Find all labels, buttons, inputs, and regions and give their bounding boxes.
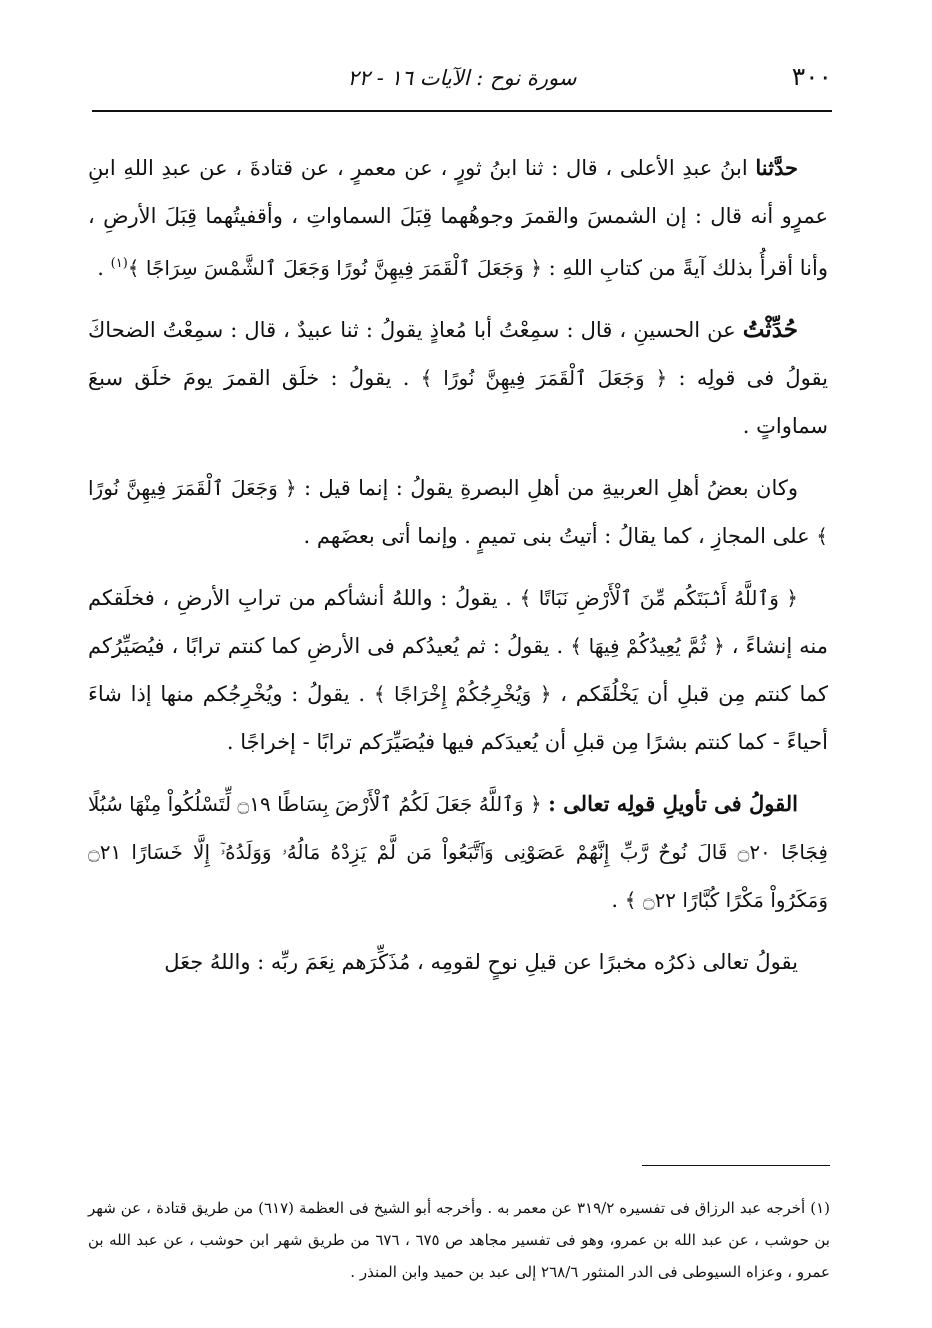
quran-verse: ﴿ وَجَعَلَ ٱلْقَمَرَ فِيهِنَّ نُورًا وَجَعَلَ ٱلشَّمْسَ سِرَاجًا ﴾	[127, 256, 542, 280]
paragraph-tail: . يقولُ : خلَق القمرَ يومَ خلَق سبعَ سماواتٍ .	[88, 366, 828, 438]
quran-verse: ﴿ وَجَعَلَ ٱلْقَمَرَ فِيهِنَّ نُورًا ﴾	[420, 366, 668, 390]
header-rule	[92, 110, 832, 112]
footnote-rule	[642, 1165, 830, 1166]
section-heading: القولُ فى تأويلِ قولِه تعالى :	[548, 791, 799, 816]
paragraph-tail: .	[97, 256, 111, 280]
paragraph-text: . يقولُ : واللهُ أنشأكم من ترابِ الأرضِ ، فخلَقكم منه إنشاءً ،	[88, 586, 828, 658]
running-title: سورة نوح : الآيات ١٦ - ٢٢	[347, 66, 577, 90]
footnotes	[88, 1192, 830, 1288]
quran-verse: ﴿ وَجَعَلَ ٱلْقَمَرَ فِيهِنَّ نُورًا ﴾	[88, 476, 828, 548]
paragraph-lead: حدَّثنا	[755, 155, 798, 180]
paragraph-text-2: . يقولُ : ثم يُعيدُكم فى الأرضِ كما كنتم ترابًا ، فيُصَيِّرُكم كما كنتم مِن قبلِ أن يَخْلُقَكم ،	[88, 634, 829, 706]
paragraph-tail: . يقولُ : ويُخْرِجُكم منها إذا شاءَ أحياءً - كما كنتم بشرًا مِن قبلِ أن يُعيدَكم فيها فيُصَيِّرَكم ترابًا - إخراجًا .	[88, 682, 828, 754]
page-number: ٣٠٠	[791, 62, 832, 91]
main-text	[88, 144, 828, 986]
paragraph-lead: حُدِّثْتُ	[742, 316, 798, 343]
footnote-1: (١) أخرجه عبد الرزاق فى تفسيره ٣١٩/٢ عن معمر به . وأخرجه أبو الشيخ فى العظمة (٦١٧) من طريق قتادة ، عن شهر بن حوشب ، عن عبد الله بن عمرو، وهو فى تفسير مجاهد ص ٦٧٥ ، ٦٧٦ من طريق شهر ابن حوشب ، عن عبد الله بن عمرو ، وعزاه السيوطى فى الدر المنثور ٢٦٨/٦ إلى عبد بن حميد وابن المنذر .	[88, 1199, 830, 1281]
paragraph-6	[88, 938, 828, 986]
footnote-marker: (١)	[110, 256, 128, 271]
paragraph-1	[88, 144, 828, 292]
paragraph-text: يقولُ تعالى ذكرُه مخبرًا عن قيلِ نوحٍ لقومِه ، مُذَكِّرَهم نِعَمَ ربِّه : واللهُ جعَل	[164, 950, 798, 974]
paragraph-3	[88, 464, 828, 560]
paragraph-tail: .	[611, 888, 625, 912]
paragraph-text: وكان بعضُ أهلِ العربيةِ من أهلِ البصرةِ يقولُ : إنما قيل :	[296, 476, 798, 500]
paragraph-2	[88, 306, 828, 450]
paragraph-tail: على المجازِ ، كما يقالُ : أتيتُ بنى تميمٍ . وإنما أتى بعضَهم .	[303, 524, 817, 548]
paragraph-5	[88, 780, 828, 924]
page-header	[92, 52, 832, 104]
paragraph-text: عن الحسينِ ، قال : سمِعْتُ أبا مُعاذٍ يقولُ : ثنا عبيدٌ ، قال : سمِعْتُ الضحاكَ يقولُ فى قولِه :	[88, 318, 828, 390]
paragraph-4	[88, 574, 828, 766]
paragraph-text: ابنُ عبدِ الأعلى ، قال : ثنا ابنُ ثورٍ ، عن معمرٍ ، عن قتادةَ ، عن عبدِ اللهِ ابنِ عمرٍو أنه قال : إن الشمسَ والقمرَ وجوهُهما قِبَلَ السماواتِ ، وأقفيتُهما قِبَلَ الأرضِ ، وأنا أقرأُ بذلك آيةً من كتابِ اللهِ :	[88, 156, 828, 280]
quran-verse: ﴿ وَٱللَّهُ أَنۢبَتَكُم مِّنَ ٱلْأَرْضِ نَبَاتًا ﴾	[519, 586, 798, 610]
quran-verse: ﴿ وَٱللَّهُ جَعَلَ لَكُمُ ٱلْأَرْضَ بِسَاطًا ۝١٩ لِّتَسْلُكُواْ مِنْهَا سُبُلًا فِجَاجًا ۝٢٠ قَالَ نُوحٌ رَّبِّ إِنَّهُمْ عَصَوْنِى وَٱتَّبَعُواْ مَن لَّمْ يَزِدْهُ مَالُهُۥ وَوَلَدُهُۥٓ إِلَّا خَسَارًا ۝٢١ وَمَكَرُواْ مَكْرًا كُبَّارًا ۝٢٢ ﴾	[88, 792, 828, 912]
quran-verse-3: ﴿ وَيُخْرِجُكُمْ إِخْرَاجًا ﴾	[373, 682, 552, 706]
quran-verse-2: ﴿ ثُمَّ يُعِيدُكُمْ فِيهَا ﴾	[570, 634, 725, 658]
